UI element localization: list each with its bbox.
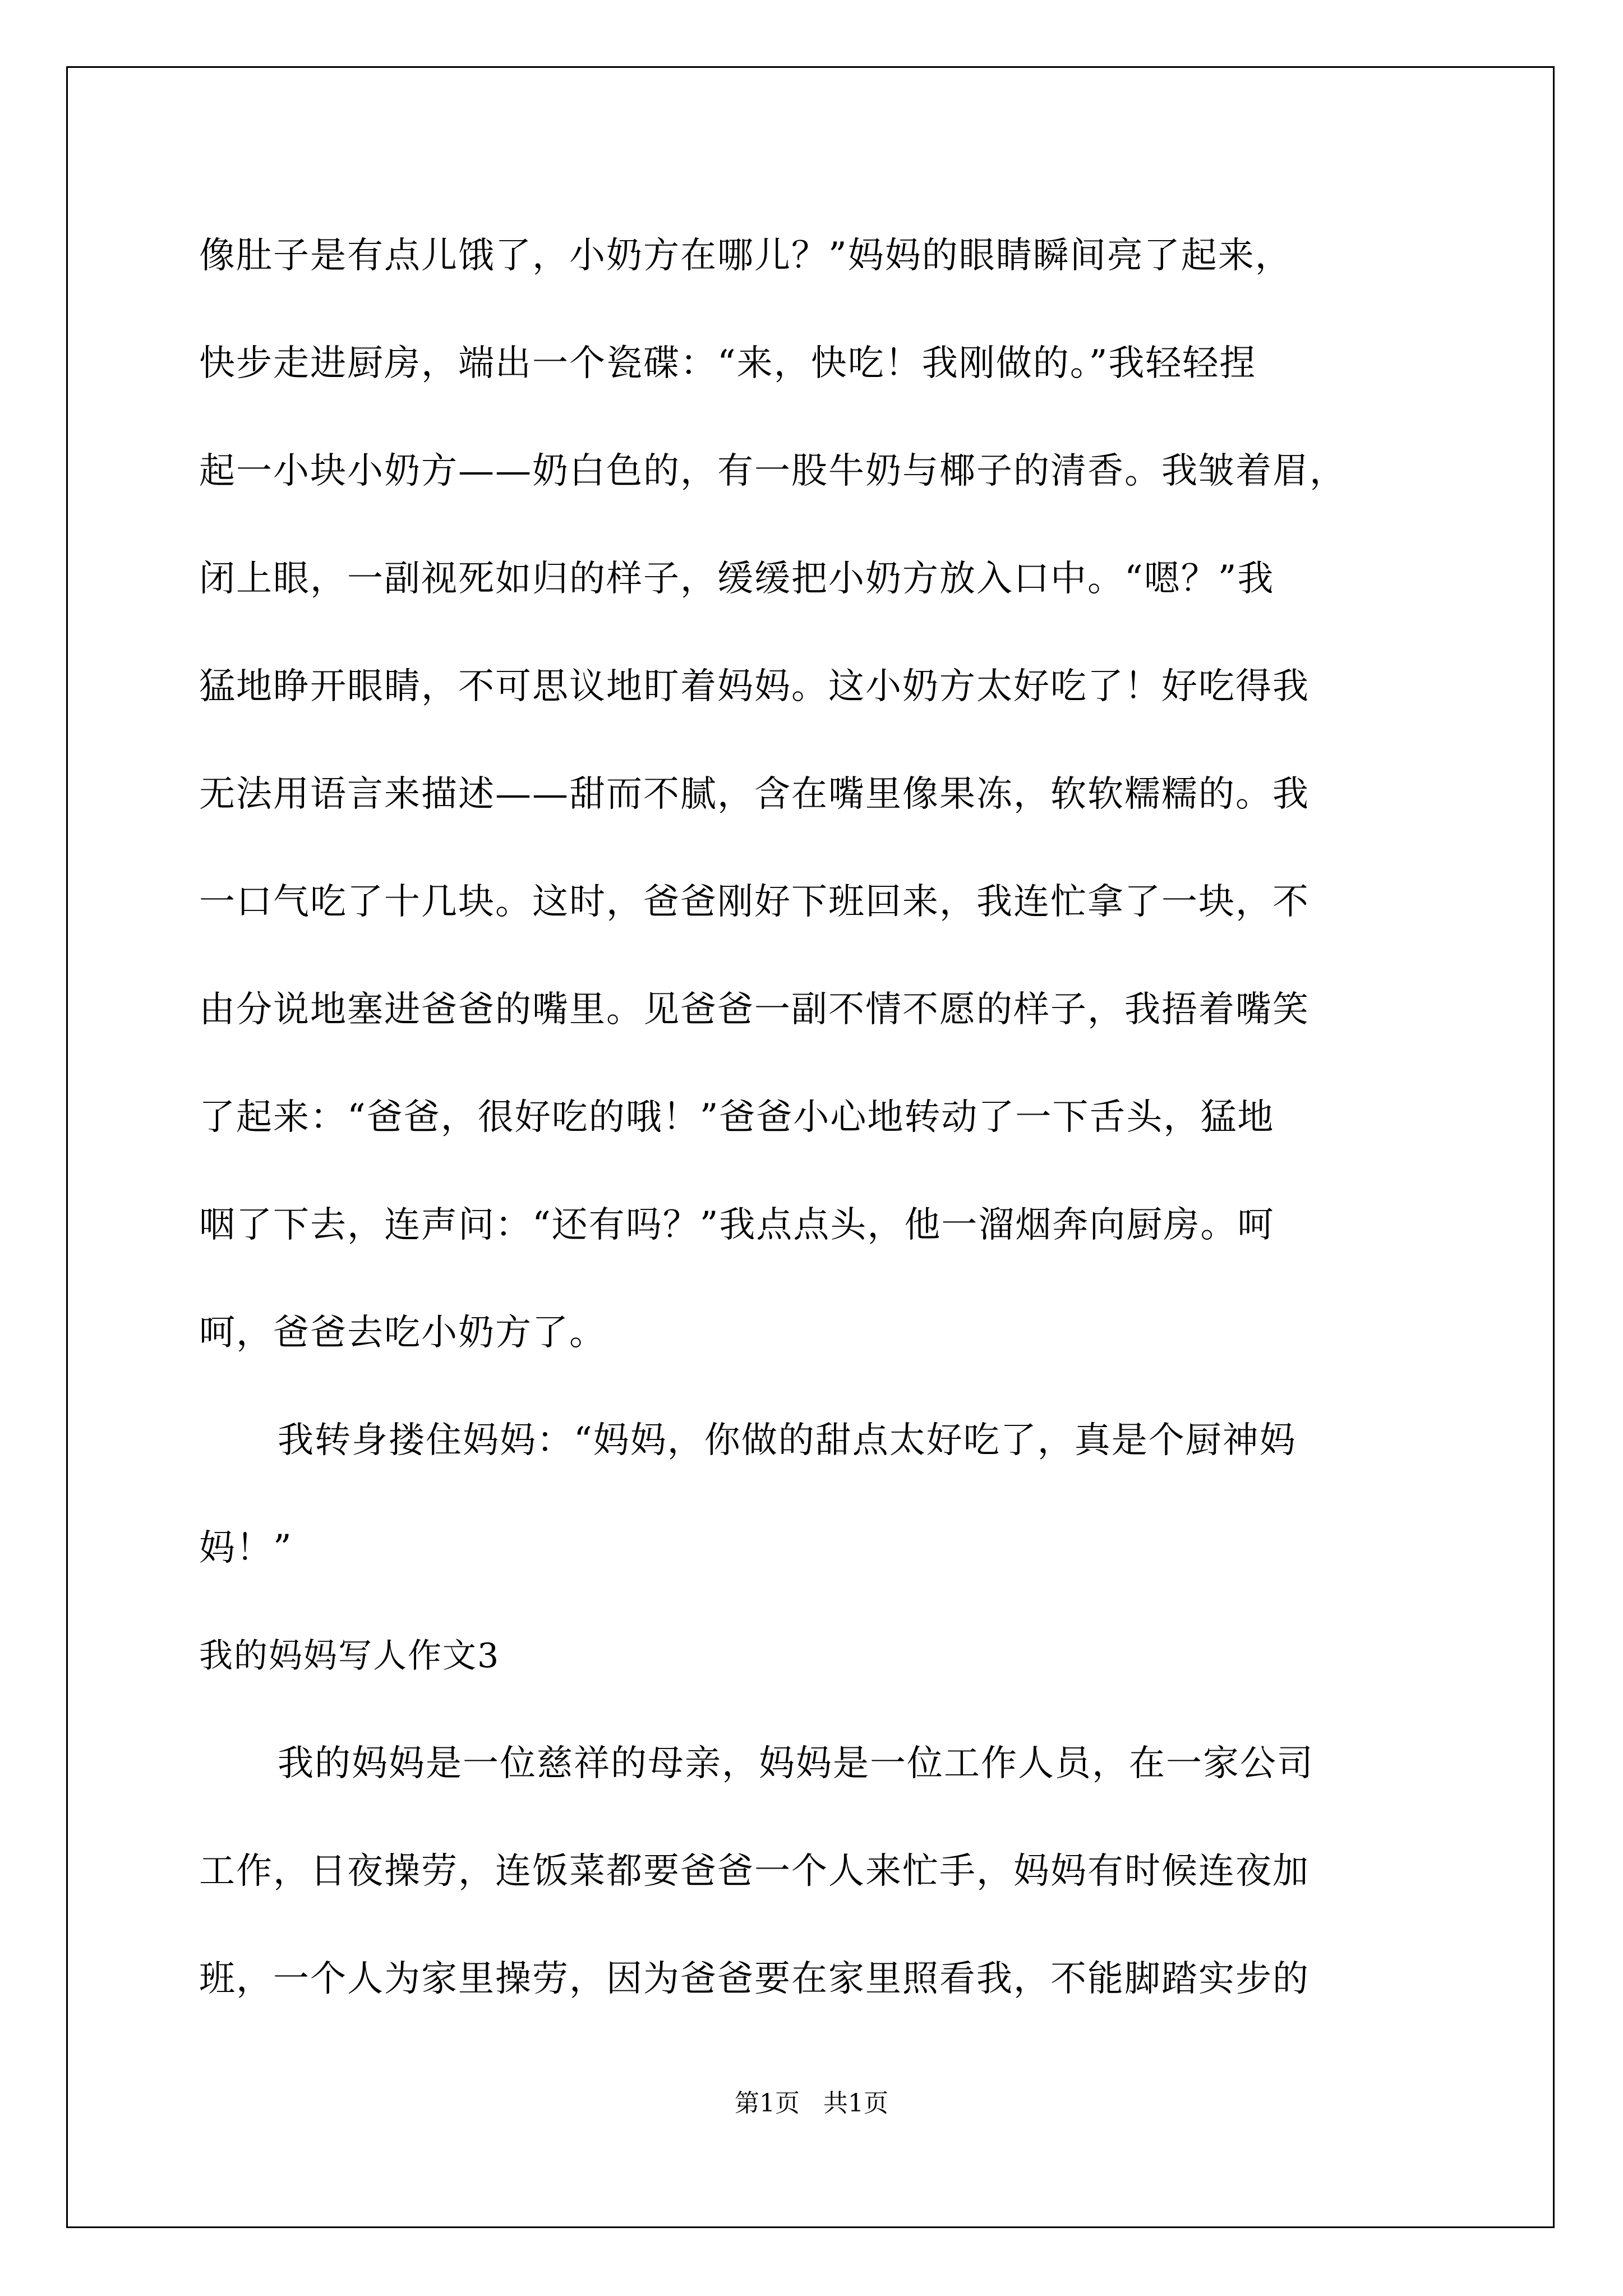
text-line-9: 了起来：“爸爸，很好吃的哦！”爸爸小心地转动了一下舌头，猛地 (199, 1097, 1275, 1138)
text-line-12: 我转身搂住妈妈：“妈妈，你做的甜点太好吃了，真是个厨神妈 (278, 1420, 1297, 1461)
text-line-16: 工作，日夜操劳，连饭菜都要爸爸一个人来忙手，妈妈有时候连夜加 (199, 1851, 1310, 1892)
text-line-13: 妈！” (199, 1527, 293, 1569)
page-number: 第1页 共1页 (735, 2089, 888, 2118)
text-line-5: 猛地睁开眼睛，不可思议地盯着妈妈。这小奶方太好吃了！好吃得我 (199, 666, 1310, 707)
document-body (199, 202, 1453, 2033)
text-line-11: 呵，爸爸去吃小奶方了。 (199, 1312, 606, 1354)
text-line-7: 一口气吃了十几块。这时，爸爸刚好下班回来，我连忙拿了一块，不 (199, 881, 1310, 923)
text-line-17: 班，一个人为家里操劳，因为爸爸要在家里照看我，不能脚踏实步的 (199, 1958, 1310, 2000)
text-line-1: 像肚子是有点儿饿了，小奶方在哪儿？”妈妈的眼睛瞬间亮了起来， (199, 235, 1292, 277)
text-line-10: 咽了下去，连声问：“还有吗？”我点点头，他一溜烟奔向厨房。呵 (199, 1204, 1275, 1246)
section-heading: 我的妈妈写人作文3 (199, 1636, 500, 1676)
text-line-8: 由分说地塞进爸爸的嘴里。见爸爸一副不情不愿的样子，我捂着嘴笑 (199, 989, 1310, 1030)
text-line-3: 起一小块小奶方——奶白色的，有一股牛奶与椰子的清香。我皱着眉， (199, 450, 1347, 492)
text-line-6: 无法用语言来描述——甜而不腻，含在嘴里像果冻，软软糯糯的。我 (199, 774, 1310, 815)
text-line-15: 我的妈妈是一位慈祥的母亲，妈妈是一位工作人员，在一家公司 (278, 1743, 1314, 1784)
text-line-4: 闭上眼，一副视死如归的样子，缓缓把小奶方放入口中。“嗯？”我 (199, 558, 1275, 600)
text-line-2: 快步走进厨房，端出一个瓷碟：“来，快吃！我刚做的。”我轻轻捏 (199, 343, 1257, 384)
